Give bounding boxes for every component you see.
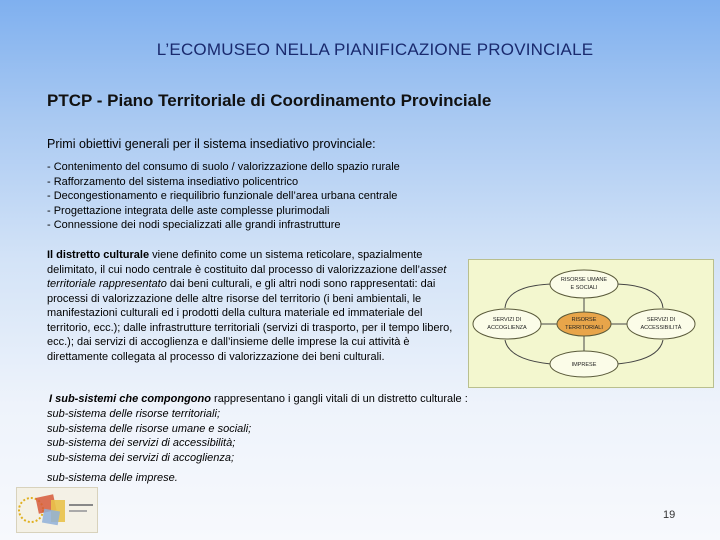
node-left xyxy=(473,309,541,339)
district-paragraph xyxy=(47,248,467,364)
ecomuseo-logo xyxy=(16,487,98,533)
diagram-svg xyxy=(469,260,713,387)
node-top-label-2: E SOCIALI xyxy=(570,285,598,291)
node-left-label-1: SERVIZI DI xyxy=(492,317,522,323)
objective-item: - Rafforzamento del sistema insediativo policentrico xyxy=(47,175,299,188)
node-bottom xyxy=(550,351,618,377)
node-top xyxy=(550,270,618,298)
district-diagram xyxy=(468,259,714,388)
node-right-label-2: ACCESSIBILITÀ xyxy=(640,325,682,331)
objectives-heading: Primi obiettivi generali per il sistema insediativo provinciale: xyxy=(47,137,376,151)
subsystem-item: sub-sistema delle risorse umane e sociali; xyxy=(47,422,252,435)
district-text-2: dai beni culturali, e gli altri nodi sono rappresentati: dai processi di valorizzazione delle altre risorse del territorio (i beni ambientali, le manifestazioni culturali ed i prodotti della cultura materiale ed immateriale del territorio, ecc.); dalle infrastrutture territoriali (servizi di trasporto, per il tempo libero, ecc.); dai servizi di accoglienza e dall’insieme delle imprese la cui attività è direttamente collegata al processo di valorizzazione dei beni culturali. xyxy=(47,278,453,363)
objective-item: - Decongestionamento e riequilibrio funzionale dell’area urbana centrale xyxy=(47,190,398,202)
district-italic: asset territoriale rappresentato xyxy=(47,263,447,290)
subsystem-item: sub-sistema dei servizi di accoglienza; xyxy=(47,451,235,464)
subsystem-last-item: sub-sistema delle imprese. xyxy=(47,472,178,484)
link-top-right xyxy=(617,284,663,308)
link-bottom-left xyxy=(505,340,551,364)
district-term: Il distretto culturale xyxy=(47,249,150,261)
subsystems-term: I sub-sistemi che compongono xyxy=(49,393,211,405)
node-right xyxy=(627,309,695,339)
subsystems-text: rappresentano i gangli vitali di un distretto culturale : xyxy=(210,393,468,405)
node-right-label-1: SERVIZI DI xyxy=(646,317,676,323)
node-bottom-label: IMPRESE xyxy=(571,362,597,368)
district-text-1: viene definito come un sistema reticolare, spazialmente delimitato, il cui nodo centrale è costituito dal processo di valorizzazione dell’ xyxy=(47,249,423,276)
link-top-left xyxy=(505,284,551,308)
subsystem-item: sub-sistema delle risorse territoriali; xyxy=(47,408,220,420)
page-number: 19 xyxy=(663,509,676,521)
subsystems-heading xyxy=(49,393,468,405)
subsystem-item: sub-sistema dei servizi di accessibilità; xyxy=(47,437,236,449)
logo-image xyxy=(17,488,97,532)
link-bottom-right xyxy=(617,340,663,364)
node-left-label-2: ACCOGLIENZA xyxy=(487,325,527,331)
objectives-list xyxy=(47,160,400,233)
node-center xyxy=(557,312,611,336)
subsystems-list xyxy=(47,407,251,465)
node-center-label-1: RISORSE xyxy=(571,317,597,323)
objective-item: - Contenimento del consumo di suolo / valorizzazione dello spazio rurale xyxy=(47,161,400,173)
slide-subtitle: PTCP - Piano Territoriale di Coordinamento Provinciale xyxy=(47,91,492,110)
objective-item: - Connessione dei nodi specializzati alle grandi infrastrutture xyxy=(47,219,341,231)
objective-item: - Progettazione integrata delle aste complesse plurimodali xyxy=(47,204,330,217)
slide-title: L’ECOMUSEO NELLA PIANIFICAZIONE PROVINCIALE xyxy=(156,40,594,59)
node-center-label-2: TERRITORIALI xyxy=(565,325,603,331)
node-top-label-1: RISORSE UMANE xyxy=(560,277,608,283)
